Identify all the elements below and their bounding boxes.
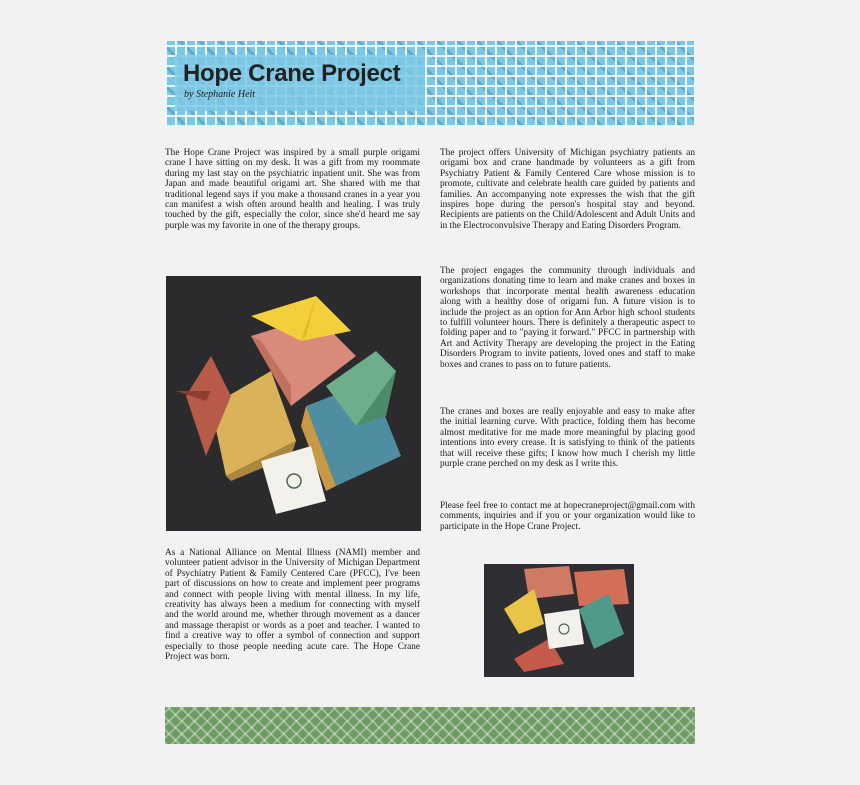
- author-byline: by Stephanie Heit: [184, 89, 256, 100]
- origami-photo-small: [484, 564, 634, 677]
- left-paragraph-1: The Hope Crane Project was inspired by a small purple origami crane I have sitting on my desk. It was a gift from my roommate during my last stay on the psychiatric inpatient unit. She was from Japan and made beautiful origami art. She shared with me that traditional legend says if you make a thousand cranes in a year you can manifest a wish often around health and healing. I was truly touched by the gift, especially the color, since she'd heard me say purple was my favorite in one of the therapy groups.: [165, 148, 420, 231]
- footer-pattern-bar: [165, 707, 695, 744]
- right-paragraph-4: Please feel free to contact me at hopecraneproject@gmail.com with comments, inquiries and if you or your organization would like to participate in the Hope Crane Project.: [440, 501, 695, 532]
- right-paragraph-1: The project offers University of Michigan psychiatry patients an origami box and crane handmade by volunteers as a gift from Psychiatry Patient & Family Centered Care whose mission is to promote, cultivate and celebrate health care guided by patients and families. An accompanying note expresses the wish that the gift inspires hope during the person's hospital stay and beyond. Recipients are patients on the Child/Adolescent and Adult Units and in the Electroconvulsive Therapy and Eating Disorders Program.: [440, 148, 695, 231]
- origami-photo-main: [166, 276, 421, 531]
- right-paragraph-3: The cranes and boxes are really enjoyable and easy to make after the initial learning curve. With practice, folding them has become almost meditative for me made more meaningful by placing good intentions into every crease. It is satisfying to think of the patients that will receive these gifts; I know how much I cherish my little purple crane perched on my desk as I write this.: [440, 407, 695, 470]
- right-paragraph-2: The project engages the community through individuals and organizations donating time to learn and make cranes and boxes in workshops that incorporate mental health awareness education along with a healthy dose of origami fun. A future vision is to include the project as an option for Ann Arbor high school students to fulfill volunteer hours. There is definitely a therapeutic aspect to folding paper and to "paying it forward." PFCC in partnership with Art and Activity Therapy are developing the project in the Eating Disorders Program to invite patients, loved ones and staff to make boxes and cranes to pass on to future patients.: [440, 266, 695, 370]
- left-paragraph-2: As a National Alliance on Mental Illness (NAMI) member and volunteer patient advisor in the University of Michigan Department of Psychiatry Patient & Family Centered Care (PFCC), I've been part of discussions on how to create and implement peer programs and connect with people living with mental illness. In my life, creativity has always been a medium for connecting with myself and the world around me, whether through movement as a dancer and massage therapist or words as a poet and teacher. I wanted to find a creative way to offer a symbol of connection and support especially to those people needing acute care. The Hope Crane Project was born.: [165, 548, 420, 663]
- article-title: Hope Crane Project: [183, 60, 401, 87]
